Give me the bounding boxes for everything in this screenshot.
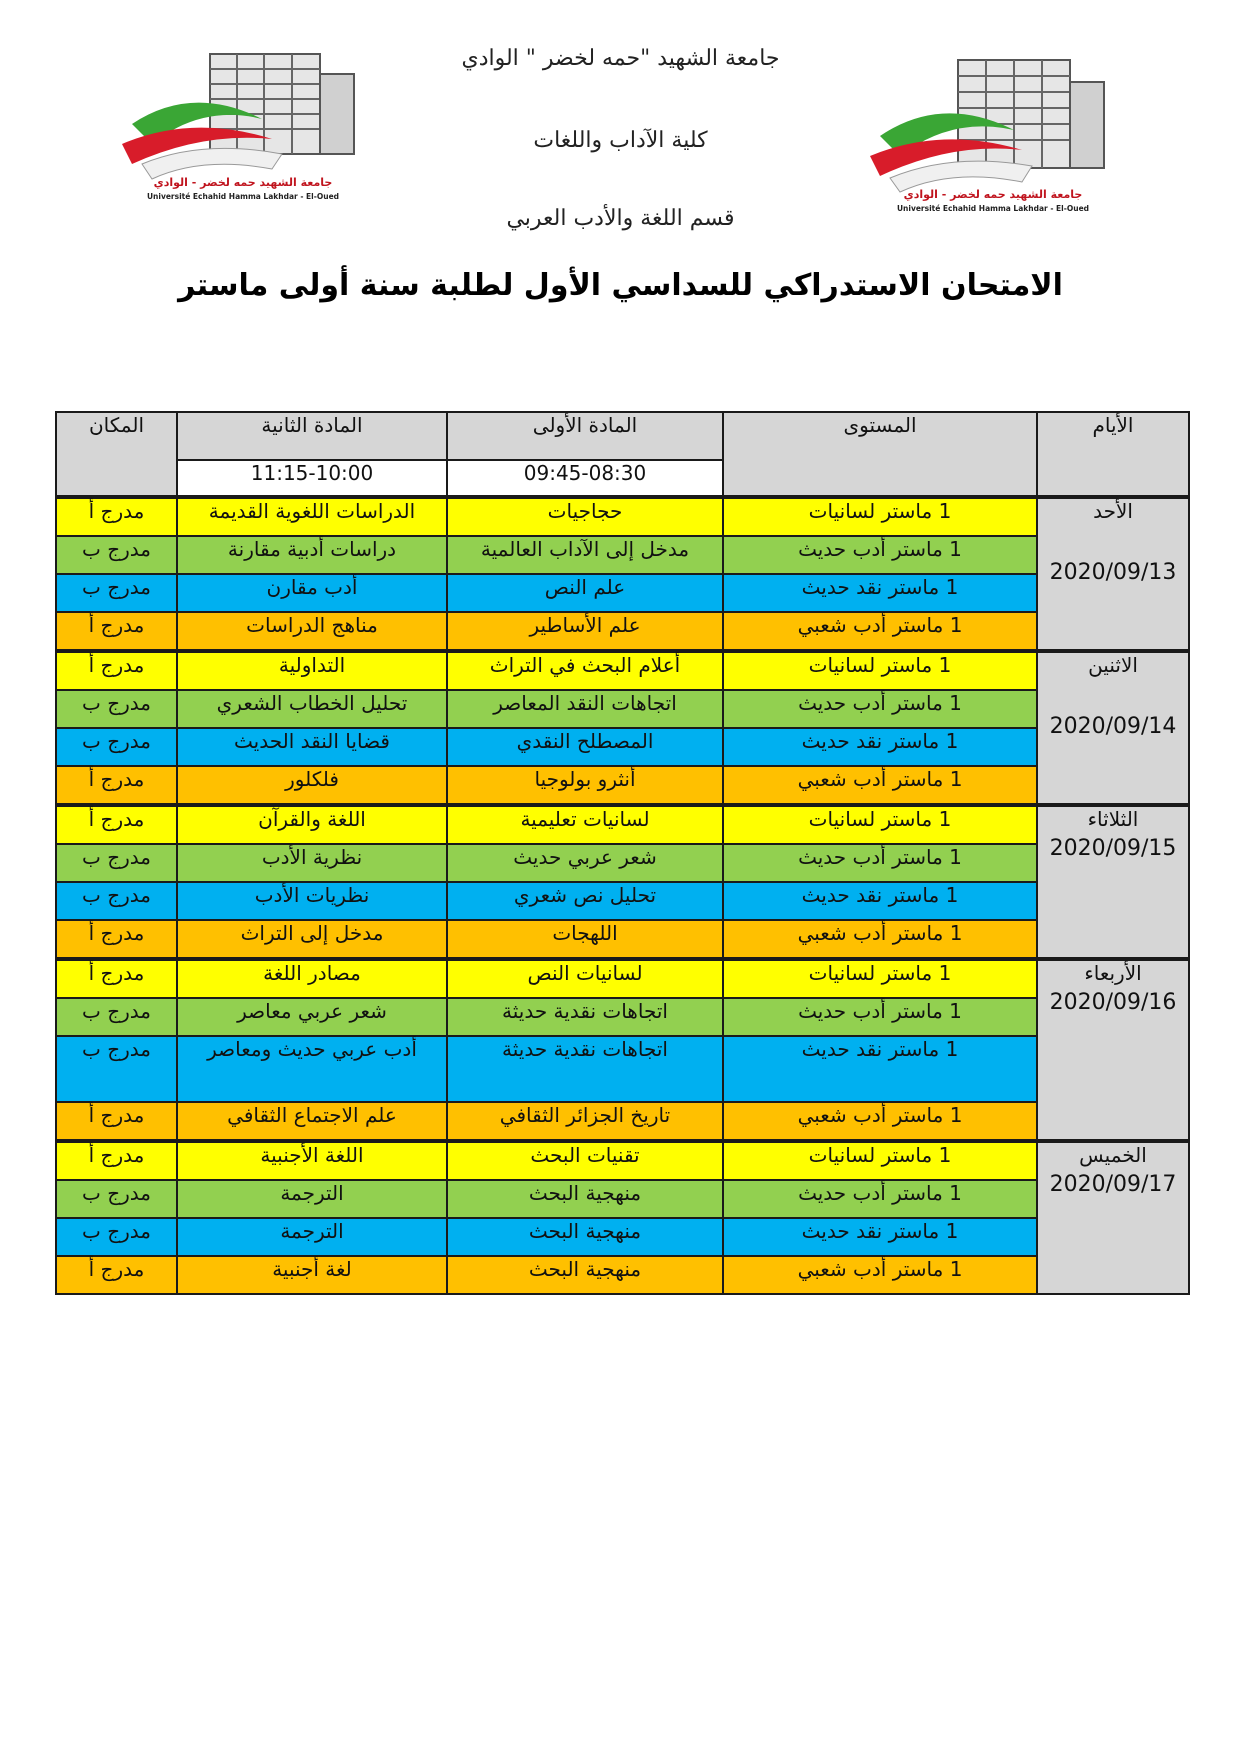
level-cell: 1 ماستر لسانيات (723, 1141, 1037, 1180)
level-cell: 1 ماستر أدب شعبي (723, 920, 1037, 959)
day-cell (1037, 651, 1189, 805)
logo-arabic-text: جامعة الشهيد حمه لخضر - الوادي (153, 176, 333, 189)
day-date: 2020/09/14 (1049, 714, 1177, 739)
level-cell: 1 ماستر أدب حديث (723, 844, 1037, 882)
header-row (56, 412, 1189, 460)
level-cell: 1 ماستر أدب حديث (723, 1180, 1037, 1218)
level-cell: 1 ماستر أدب شعبي (723, 766, 1037, 805)
subject1-cell: لسانيات تعليمية (447, 805, 723, 844)
subject1-cell: منهجية البحث (447, 1218, 723, 1256)
subject2-cell: علم الاجتماع الثقافي (177, 1102, 447, 1141)
subject1-cell: علم الأساطير (447, 612, 723, 651)
faculty-name: كلية الآداب واللغات (533, 128, 708, 153)
subject1-cell: علم النص (447, 574, 723, 612)
header-subject1: المادة الأولى (447, 412, 723, 460)
subject2-cell: دراسات أدبية مقارنة (177, 536, 447, 574)
day-name: الاثنين (1088, 653, 1138, 677)
subject1-cell: منهجية البحث (447, 1256, 723, 1294)
level-cell: 1 ماستر نقد حديث (723, 882, 1037, 920)
day-cell (1037, 805, 1189, 959)
header-subject2: المادة الثانية (177, 412, 447, 460)
subject2-cell: التداولية (177, 651, 447, 690)
subject2-cell: مناهج الدراسات (177, 612, 447, 651)
schedule-row (56, 1256, 1189, 1294)
schedule-row (56, 1180, 1189, 1218)
day-date: 2020/09/13 (1049, 560, 1177, 585)
place-cell: مدرج أ (56, 612, 177, 651)
subject1-cell: تقنيات البحث (447, 1141, 723, 1180)
schedule-row (56, 1102, 1189, 1141)
subject1-cell: اتجاهات النقد المعاصر (447, 690, 723, 728)
day-name: الأحد (1093, 499, 1133, 523)
schedule-row (56, 651, 1189, 690)
place-cell: مدرج ب (56, 998, 177, 1036)
subject1-cell: اتجاهات نقدية حديثة (447, 998, 723, 1036)
place-cell: مدرج أ (56, 651, 177, 690)
place-cell: مدرج أ (56, 497, 177, 536)
logo-latin-text: Université Echahid Hamma Lakhdar - El-Oued (896, 204, 1090, 213)
place-cell: مدرج ب (56, 574, 177, 612)
university-name: جامعة الشهيد "حمه لخضر " الوادي (461, 46, 780, 71)
subject1-cell: أنثرو بولوجيا (447, 766, 723, 805)
exam-schedule-table (55, 411, 1190, 1295)
subject2-cell: فلكلور (177, 766, 447, 805)
logo-arabic-text: جامعة الشهيد حمه لخضر - الوادي (903, 188, 1083, 201)
schedule-body (56, 412, 1189, 1294)
place-cell: مدرج أ (56, 1141, 177, 1180)
schedule-row (56, 1141, 1189, 1180)
header-place: المكان (56, 412, 177, 497)
day-cell (1037, 497, 1189, 651)
university-logo-left (112, 44, 374, 204)
schedule-row (56, 690, 1189, 728)
subject2-cell: لغة أجنبية (177, 1256, 447, 1294)
place-cell: مدرج ب (56, 1036, 177, 1102)
level-cell: 1 ماستر أدب شعبي (723, 612, 1037, 651)
schedule-row (56, 1036, 1189, 1102)
schedule-row (56, 959, 1189, 998)
subject2-cell: تحليل الخطاب الشعري (177, 690, 447, 728)
place-cell: مدرج ب (56, 1218, 177, 1256)
day-date: 2020/09/15 (1049, 836, 1177, 861)
subject2-cell: أدب مقارن (177, 574, 447, 612)
schedule-row (56, 998, 1189, 1036)
subject2-cell: أدب عربي حديث ومعاصر (177, 1036, 447, 1102)
level-cell: 1 ماستر لسانيات (723, 651, 1037, 690)
subject2-cell: اللغة والقرآن (177, 805, 447, 844)
day-date: 2020/09/16 (1049, 990, 1177, 1015)
level-cell: 1 ماستر لسانيات (723, 805, 1037, 844)
schedule-row (56, 805, 1189, 844)
level-cell: 1 ماستر نقد حديث (723, 1218, 1037, 1256)
level-cell: 1 ماستر أدب شعبي (723, 1102, 1037, 1141)
place-cell: مدرج ب (56, 536, 177, 574)
header-time2: 11:15-10:00 (177, 460, 447, 497)
subject1-cell: لسانيات النص (447, 959, 723, 998)
place-cell: مدرج أ (56, 920, 177, 959)
level-cell: 1 ماستر نقد حديث (723, 1036, 1037, 1102)
schedule-row (56, 1218, 1189, 1256)
level-cell: 1 ماستر لسانيات (723, 959, 1037, 998)
schedule-row (56, 574, 1189, 612)
subject2-cell: شعر عربي معاصر (177, 998, 447, 1036)
place-cell: مدرج أ (56, 959, 177, 998)
level-cell: 1 ماستر نقد حديث (723, 574, 1037, 612)
schedule-row (56, 766, 1189, 805)
logo-latin-text: Université Echahid Hamma Lakhdar - El-Oued (146, 192, 340, 201)
place-cell: مدرج ب (56, 690, 177, 728)
place-cell: مدرج أ (56, 805, 177, 844)
header-level: المستوى (723, 412, 1037, 497)
level-cell: 1 ماستر أدب شعبي (723, 1256, 1037, 1294)
day-name: الثلاثاء (1087, 807, 1139, 831)
subject2-cell: الدراسات اللغوية القديمة (177, 497, 447, 536)
day-name: الأربعاء (1084, 961, 1142, 985)
subject1-cell: اتجاهات نقدية حديثة (447, 1036, 723, 1102)
subject2-cell: نظريات الأدب (177, 882, 447, 920)
subject2-cell: قضايا النقد الحديث (177, 728, 447, 766)
subject1-cell: المصطلح النقدي (447, 728, 723, 766)
schedule-row (56, 612, 1189, 651)
schedule-row (56, 536, 1189, 574)
subject1-cell: منهجية البحث (447, 1180, 723, 1218)
level-cell: 1 ماستر أدب حديث (723, 998, 1037, 1036)
place-cell: مدرج ب (56, 1180, 177, 1218)
department-name: قسم اللغة والأدب العربي (506, 206, 735, 231)
day-name: الخميس (1079, 1143, 1147, 1167)
day-cell (1037, 959, 1189, 1141)
schedule-row (56, 728, 1189, 766)
schedule-row (56, 882, 1189, 920)
day-cell (1037, 1141, 1189, 1294)
place-cell: مدرج ب (56, 882, 177, 920)
schedule-row (56, 844, 1189, 882)
subject2-cell: الترجمة (177, 1218, 447, 1256)
university-logo-right (862, 46, 1124, 216)
level-cell: 1 ماستر لسانيات (723, 497, 1037, 536)
header-time1: 09:45-08:30 (447, 460, 723, 497)
place-cell: مدرج ب (56, 844, 177, 882)
place-cell: مدرج أ (56, 766, 177, 805)
subject2-cell: مدخل إلى التراث (177, 920, 447, 959)
subject1-cell: أعلام البحث في التراث (447, 651, 723, 690)
level-cell: 1 ماستر أدب حديث (723, 690, 1037, 728)
subject2-cell: نظرية الأدب (177, 844, 447, 882)
subject2-cell: مصادر اللغة (177, 959, 447, 998)
header-days: الأيام (1037, 412, 1189, 497)
subject2-cell: اللغة الأجنبية (177, 1141, 447, 1180)
subject1-cell: مدخل إلى الآداب العالمية (447, 536, 723, 574)
place-cell: مدرج ب (56, 728, 177, 766)
page-title: الامتحان الاستدراكي للسداسي الأول لطلبة سنة أولى ماستر (178, 268, 1063, 303)
subject1-cell: شعر عربي حديث (447, 844, 723, 882)
level-cell: 1 ماستر نقد حديث (723, 728, 1037, 766)
subject1-cell: اللهجات (447, 920, 723, 959)
place-cell: مدرج أ (56, 1256, 177, 1294)
day-date: 2020/09/17 (1049, 1172, 1177, 1197)
schedule-row (56, 497, 1189, 536)
level-cell: 1 ماستر أدب حديث (723, 536, 1037, 574)
subject1-cell: تحليل نص شعري (447, 882, 723, 920)
place-cell: مدرج أ (56, 1102, 177, 1141)
subject1-cell: تاريخ الجزائر الثقافي (447, 1102, 723, 1141)
schedule-row (56, 920, 1189, 959)
subject2-cell: الترجمة (177, 1180, 447, 1218)
subject1-cell: حجاجيات (447, 497, 723, 536)
